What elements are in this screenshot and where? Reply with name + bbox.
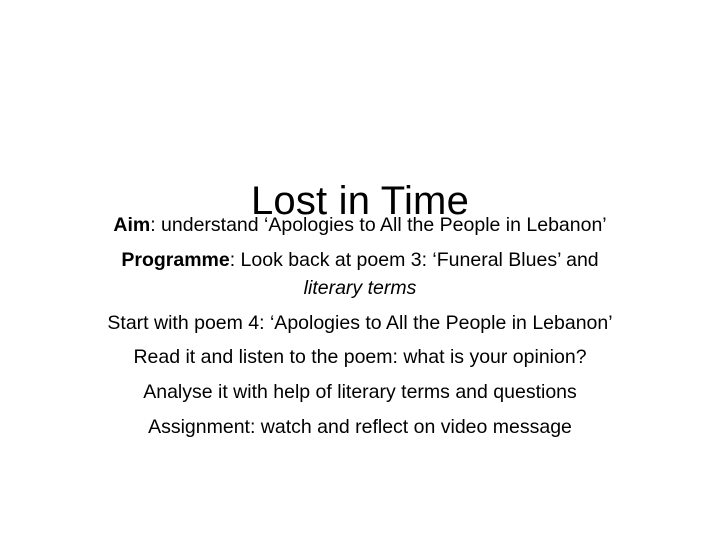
body-line-read-listen: Read it and listen to the poem: what is your opinion?: [133, 346, 587, 369]
body-line-assignment: Assignment: watch and reflect on video message: [148, 415, 572, 438]
programme-text: : Look back at poem 3: ‘Funeral Blues’ and: [229, 248, 599, 271]
body-line-start-poem: Start with poem 4: ‘Apologies to All the People in Lebanon’: [107, 311, 613, 334]
body-line-aim: [30, 212, 690, 240]
aim-label: Aim: [113, 214, 151, 236]
slide-body: [30, 212, 690, 441]
body-line-analyse: Analyse it with help of literary terms and questions: [143, 381, 577, 404]
slide-title: Lost in Time: [250, 178, 470, 223]
aim-text: : understand ‘Apologies to All the People in Lebanon’: [150, 214, 607, 236]
body-line-literary-terms: literary terms: [303, 277, 417, 300]
body-line-programme: [30, 247, 690, 275]
programme-label: Programme: [121, 248, 230, 271]
